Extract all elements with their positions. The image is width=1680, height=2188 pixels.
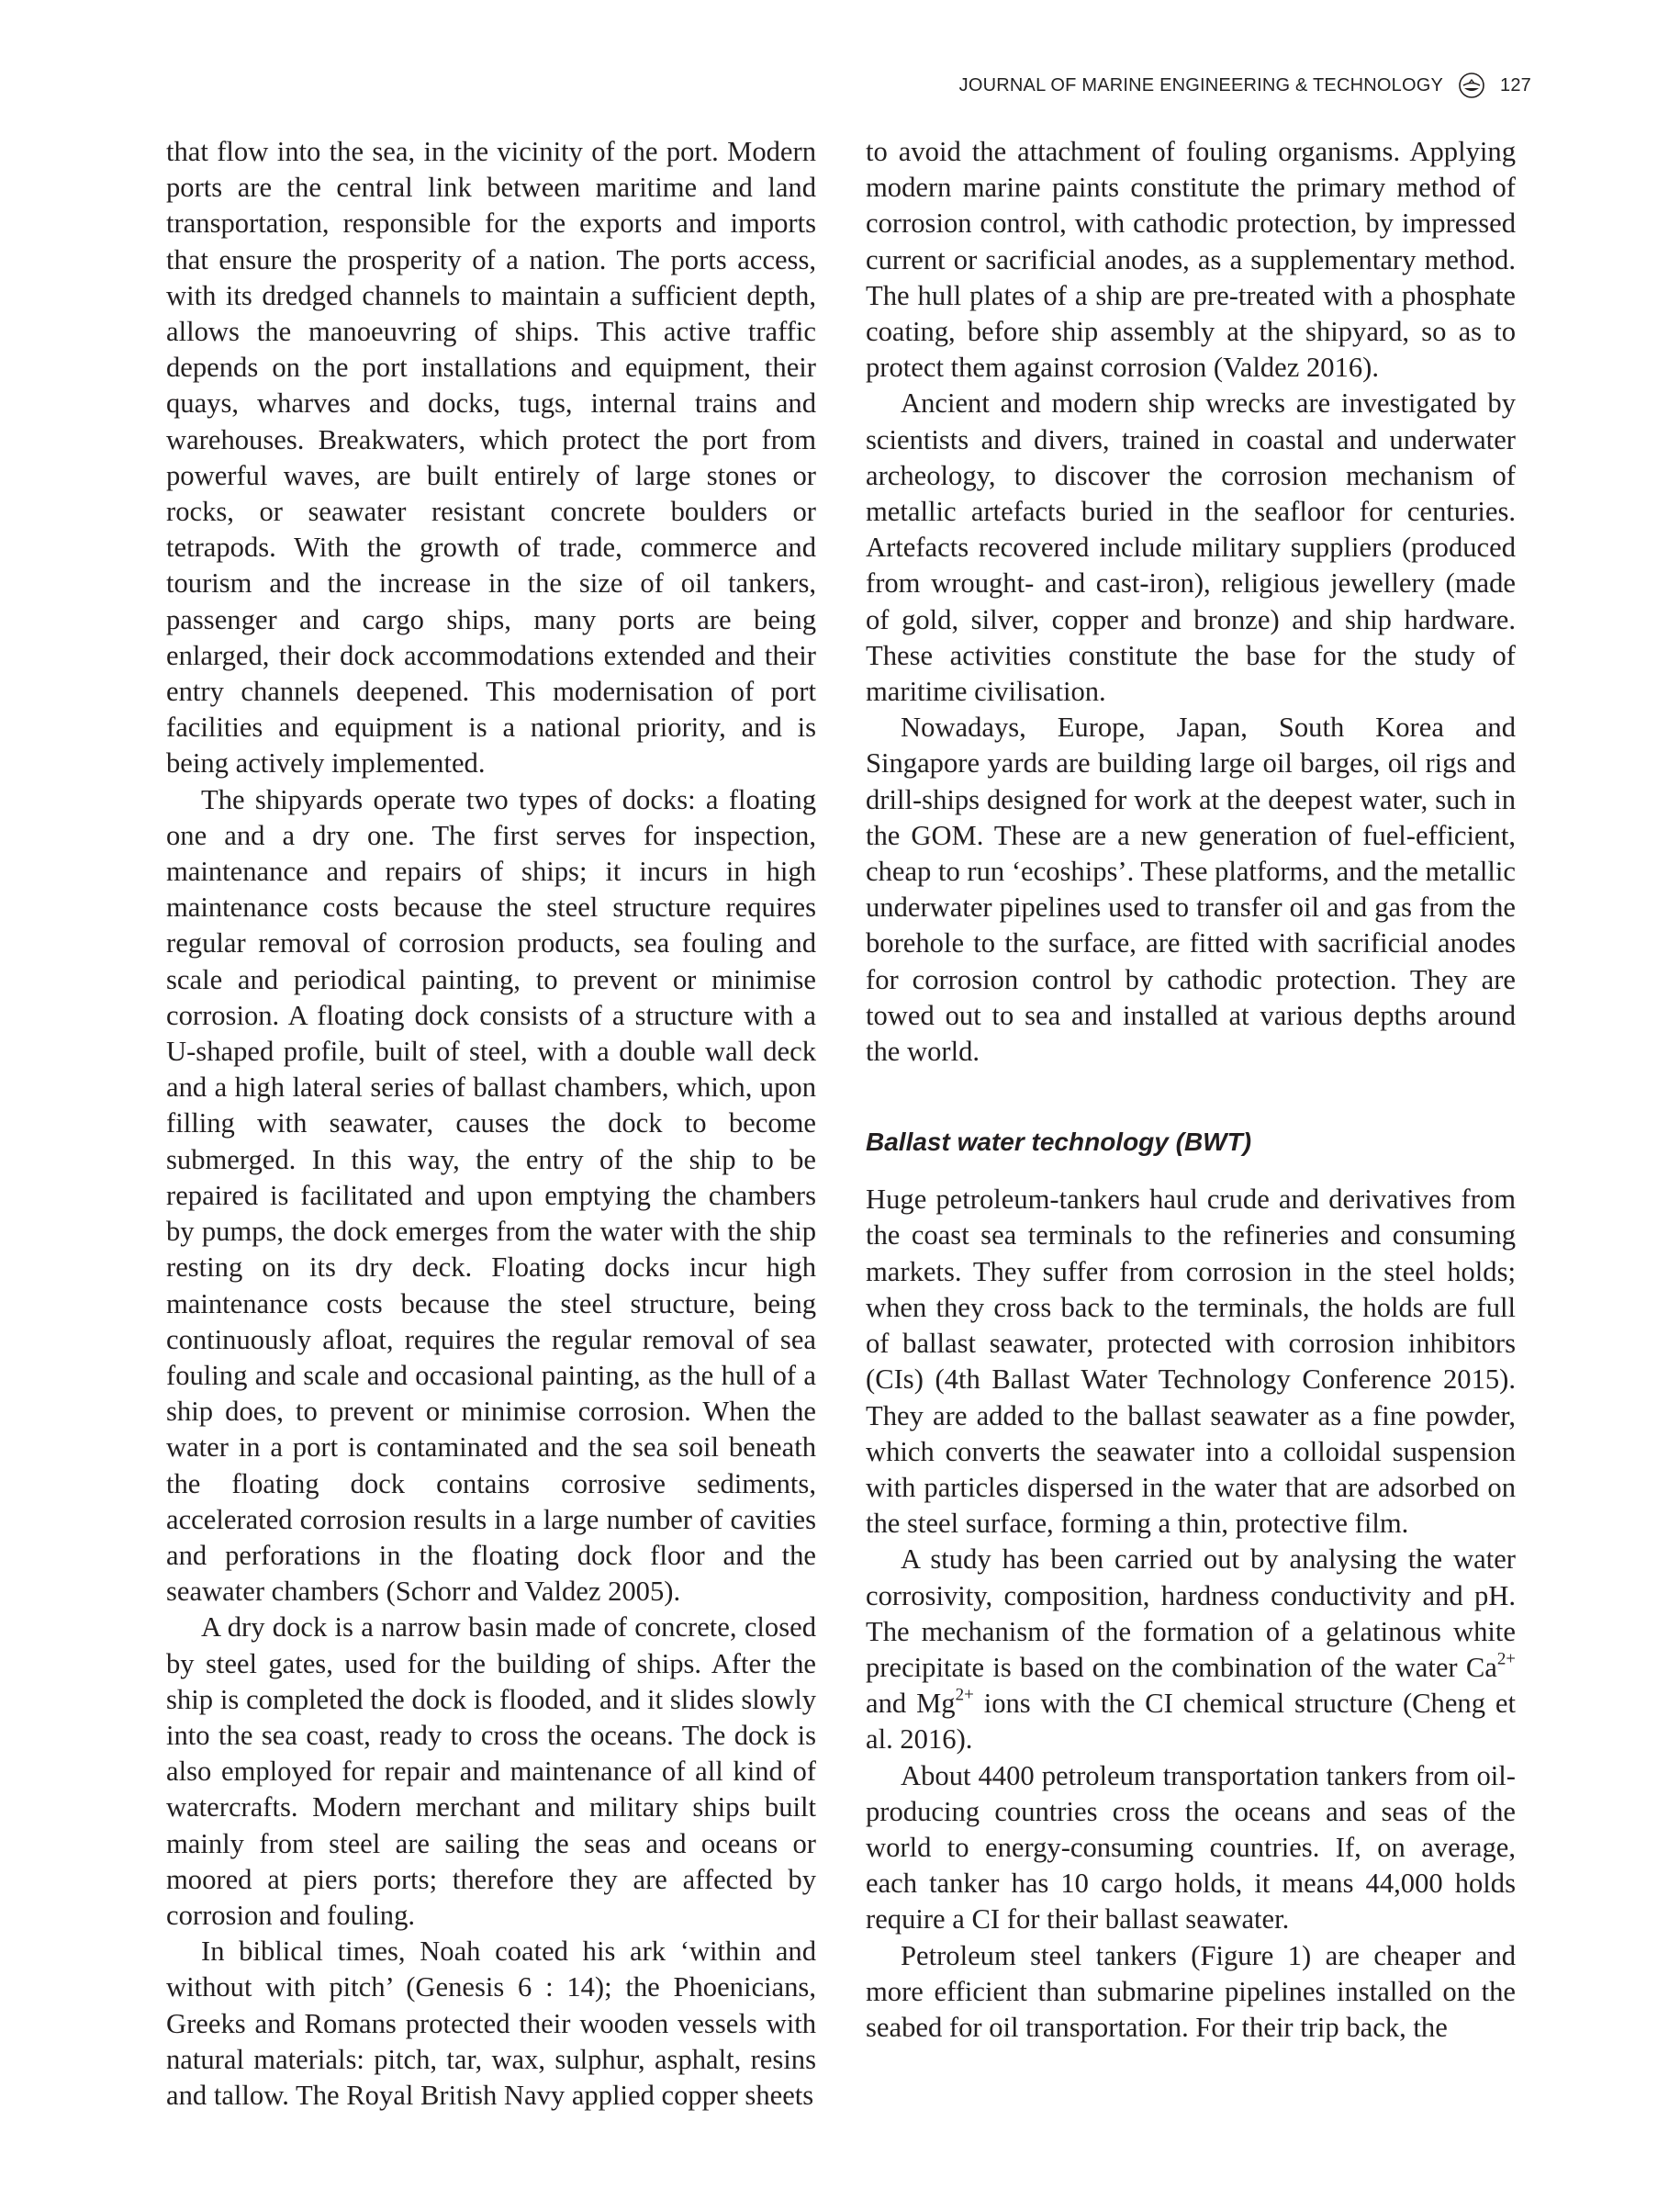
paragraph: Petroleum steel tankers (Figure 1) are cheaper and more efficient than submarine pipelines installed on the seabed for oil transportation. For their trip back, the xyxy=(866,1939,1516,2043)
superscript: 2+ xyxy=(1496,1649,1516,1669)
paragraph: Nowadays, Europe, Japan, South Korea and Singapore yards are building large oil barges, oil rigs and drill-ships designed for work at the deepest water, such in the GOM. These are a new generation of fuel-efficient, cheap to run ‘ecoships’. These platforms, and the metallic underwater pipelines used to transfer oil and gas from the borehole to the surface, are fitted with sacrificial anodes for corrosion control by cathodic protection. They are towed out to sea and installed at various depths around the world. xyxy=(866,712,1516,1068)
superscript: 2+ xyxy=(955,1685,974,1705)
running-header xyxy=(959,72,1531,99)
paragraph: The shipyards operate two types of docks: a floating one and a dry one. The first serves for inspection, maintenance and repairs of ships; it incurs in high maintenance costs because the steel structure requires regular removal of corrosion products, sea fouling and scale and periodical painting, to prevent or minimise corrosion. A floating dock consists of a structure with a U-shaped profile, built of steel, with a double wall deck and a high lateral series of ballast chambers, which, upon filling with seawater, causes the dock to become submerged. In this way, the entry of the ship to be repaired is facilitated and upon emptying the chambers by pumps, the dock emerges from the water with the ship resting on its dry deck. Floating docks incur high maintenance costs because the steel structure, being continuously afloat, requires the regular removal of sea fouling and scale and occasional painting, as the hull of a ship does, to prevent or minimise corrosion. When the water in a port is contaminated and the sea soil beneath the floating dock contains corrosive sediments, accelerated corrosion results in a large number of cavities and perforations in the floating dock floor and the seawater chambers (Schorr and Valdez 2005). xyxy=(166,783,816,1608)
paragraph: Huge petroleum-tankers haul crude and derivatives from the coast sea terminals to the refineries and consuming markets. They suffer from corrosion in the steel holds; when they cross back to the terminals, the holds are full of ballast seawater, protected with corrosion inhibitors (CIs) (4th Ballast Water Technology Conference 2015). They are added to the ballast seawater as a fine powder, which converts the seawater into a colloidal suspension with particles dispersed in the water that are adsorbed on the steel surface, forming a thin, protective film. xyxy=(866,1184,1516,1540)
paragraph: to avoid the attachment of fouling organisms. Applying modern marine paints constitute the primary method of corrosion control, with cathodic protection, by impressed current or sacrificial anodes, as a supplementary method. The hull plates of a ship are pre-treated with a phosphate coating, before ship assembly at the shipyard, so as to protect them against corrosion (Valdez 2016). xyxy=(866,136,1516,384)
text-run: and Mg xyxy=(866,1688,956,1720)
paragraph: In biblical times, Noah coated his ark ‘within and without with pitch’ (Genesis 6 : 14); the Phoenicians, Greeks and Romans protected their wooden vessels with natural materials: pitch, tar, wax, sulphur, asphalt, resins and tallow. The Royal British Navy applied copper sheets xyxy=(166,1936,816,2111)
paragraph: Ancient and modern ship wrecks are investigated by scientists and divers, trained in coastal and underwater archeology, to discover the corrosion mechanism of metallic artefacts buried in the seafloor for centuries. Artefacts recovered include military suppliers (produced from wrought- and cast-iron), religious jewellery (made of gold, silver, copper and bronze) and ship hardware. These activities constitute the base for the study of maritime civilisation. xyxy=(866,387,1516,708)
right-column xyxy=(866,134,1516,2046)
left-column xyxy=(166,134,816,2114)
page-number: 127 xyxy=(1500,74,1531,95)
journal-emblem-icon xyxy=(1458,72,1485,99)
text-run: ions with the CI chemical structure (Cheng et al. 2016). xyxy=(866,1688,1516,1756)
paragraph: About 4400 petroleum transportation tankers from oil-producing countries cross the oceans and seas of the world to energy-consuming countries. If, on average, each tanker has 10 cargo holds, it means 44,000 holds require a CI for their ballast seawater. xyxy=(866,1759,1516,1936)
section-heading: Ballast water technology (BWT) xyxy=(866,1128,1252,1157)
paragraph: A dry dock is a narrow basin made of concrete, closed by steel gates, used for the building of ships. After the ship is completed the dock is flooded, and it slides slowly into the sea coast, ready to cross the oceans. The dock is also employed for repair and maintenance of all kind of watercrafts. Modern merchant and military ships built mainly from steel are sailing the seas and oceans or moored at piers ports; therefore they are affected by corrosion and fouling. xyxy=(166,1611,816,1931)
journal-title: JOURNAL OF MARINE ENGINEERING & TECHNOLOGY xyxy=(958,74,1444,95)
text-run: A study has been carried out by analysing the water corrosivity, composition, hardness conductivity and pH. The mechanism of the formation of a gelatinous white precipitate is based on the combination of the water Ca xyxy=(866,1543,1516,1683)
paragraph: that flow into the sea, in the vicinity of the port. Modern ports are the central link between maritime and land transportation, responsible for the exports and imports that ensure the prosperity of a nation. The ports access, with its dredged channels to maintain a sufficient depth, allows the manoeuvring of ships. This active traffic depends on the port installations and equipment, their quays, wharves and docks, tugs, internal trains and warehouses. Breakwaters, which protect the port from powerful waves, are built entirely of large stones or rocks, or seawater resistant concrete boulders or tetrapods. With the growth of trade, commerce and tourism and the increase in the size of oil tankers, passenger and cargo ships, many ports are being enlarged, their dock accommodations extended and their entry channels deepened. This modernisation of port facilities and equipment is a national priority, and is being actively implemented. xyxy=(166,136,816,780)
paragraph xyxy=(866,1542,1516,1757)
